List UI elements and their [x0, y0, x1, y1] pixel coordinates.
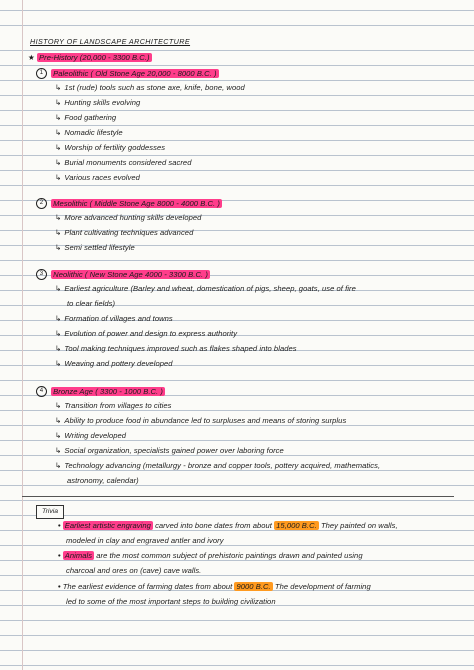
trivia-label: Trivia	[36, 505, 64, 519]
prehistory-heading	[28, 53, 152, 63]
section-4-highlight: Bronze Age ( 3300 - 1000 B.C. )	[53, 386, 163, 396]
bullet-icon: •	[58, 551, 61, 560]
number-circle: 3	[36, 269, 47, 280]
arrow-icon: ↳	[55, 431, 62, 440]
arrow-icon: ↳	[55, 314, 62, 323]
trivia-line: • Animals are the most common subject of prehistoric paintings drawn and painted using	[58, 551, 363, 560]
bullet-icon: •	[58, 521, 61, 530]
list-item: ↳ Burial monuments considered sacred	[55, 158, 192, 167]
arrow-icon: ↳	[55, 128, 62, 137]
list-item-continuation: astronomy, calendar)	[67, 476, 139, 485]
number-circle: 4	[36, 386, 47, 397]
arrow-icon: ↳	[55, 461, 62, 470]
list-item: ↳ 1st (rude) tools such as stone axe, knife, bone, wood	[55, 83, 245, 92]
arrow-icon: ↳	[55, 416, 62, 425]
list-item: ↳ Earliest agriculture (Barley and wheat, domestication of pigs, sheep, goats, use of fire	[55, 284, 356, 293]
list-item: ↳ Plant cultivating techniques advanced	[55, 228, 194, 237]
bullet-icon: •	[58, 582, 61, 591]
list-item: ↳ More advanced hunting skills developed	[55, 213, 202, 222]
arrow-icon: ↳	[55, 243, 62, 252]
arrow-icon: ↳	[55, 329, 62, 338]
list-item: ↳ Various races evolved	[55, 173, 140, 182]
arrow-icon: ↳	[55, 228, 62, 237]
list-item: ↳ Food gathering	[55, 113, 117, 122]
page-title: HISTORY OF LANDSCAPE ARCHITECTURE	[30, 37, 191, 46]
list-item: ↳ Worship of fertility goddesses	[55, 143, 166, 152]
arrow-icon: ↳	[55, 158, 62, 167]
arrow-icon: ↳	[55, 98, 62, 107]
section-2-highlight: Mesolithic ( Middle Stone Age 8000 - 4000 B.C. )	[53, 198, 220, 208]
arrow-icon: ↳	[55, 83, 62, 92]
list-item: ↳ Tool making techniques improved such as flakes shaped into blades	[55, 344, 297, 353]
number-circle: 1	[36, 68, 47, 79]
list-item: ↳ Formation of villages and towns	[55, 314, 173, 323]
section-divider	[22, 496, 454, 497]
list-item: ↳ Nomadic lifestyle	[55, 128, 123, 137]
list-item: ↳ Evolution of power and design to express authority	[55, 329, 238, 338]
arrow-icon: ↳	[55, 113, 62, 122]
trivia-line: modeled in clay and engraved antler and ivory	[66, 536, 224, 545]
section-3-highlight: Neolithic ( New Stone Age 4000 - 3300 B.C. )	[53, 269, 208, 279]
arrow-icon: ↳	[55, 359, 62, 368]
list-item: ↳ Writing developed	[55, 431, 127, 440]
arrow-icon: ↳	[55, 344, 62, 353]
section-1-highlight: Paleolithic ( Old Stone Age 20,000 - 8000 B.C. )	[53, 68, 217, 78]
trivia-line: charcoal and ores on (cave) cave walls.	[66, 566, 202, 575]
prehistory-label: Pre-History (20,000 - 3300 B.C.)	[39, 53, 150, 62]
list-item: ↳ Technology advancing (metallurgy - bronze and copper tools, pottery acquired, mathematics,	[55, 461, 381, 470]
section-2-heading	[36, 198, 222, 209]
trivia-line: • The earliest evidence of farming dates from about 9000 B.C. The development of farming	[58, 582, 371, 591]
arrow-icon: ↳	[55, 173, 62, 182]
trivia-line: • Earliest artistic engraving carved into bone dates from about 15,000 B.C. They painted on walls,	[58, 521, 398, 530]
list-item: ↳ Transition from villages to cities	[55, 401, 172, 410]
section-1-heading	[36, 68, 219, 79]
list-item: ↳ Social organization, specialists gained power over laboring force	[55, 446, 284, 455]
section-4-heading	[36, 386, 165, 397]
trivia-line: led to some of the most important steps to building civilization	[66, 597, 276, 606]
arrow-icon: ↳	[55, 284, 62, 293]
list-item: ↳ Semi settled lifestyle	[55, 243, 135, 252]
arrow-icon: ↳	[55, 446, 62, 455]
list-item: ↳ Hunting skills evolving	[55, 98, 141, 107]
list-item: ↳ Weaving and pottery developed	[55, 359, 173, 368]
section-3-heading	[36, 269, 210, 280]
arrow-icon: ↳	[55, 143, 62, 152]
list-item: ↳ Ability to produce food in abundance led to surpluses and means of storing surplus	[55, 416, 347, 425]
arrow-icon: ↳	[55, 213, 62, 222]
number-circle: 2	[36, 198, 47, 209]
margin-line	[22, 0, 23, 670]
list-item-continuation: to clear fields)	[67, 299, 116, 308]
star-icon: ★	[28, 53, 35, 62]
arrow-icon: ↳	[55, 401, 62, 410]
